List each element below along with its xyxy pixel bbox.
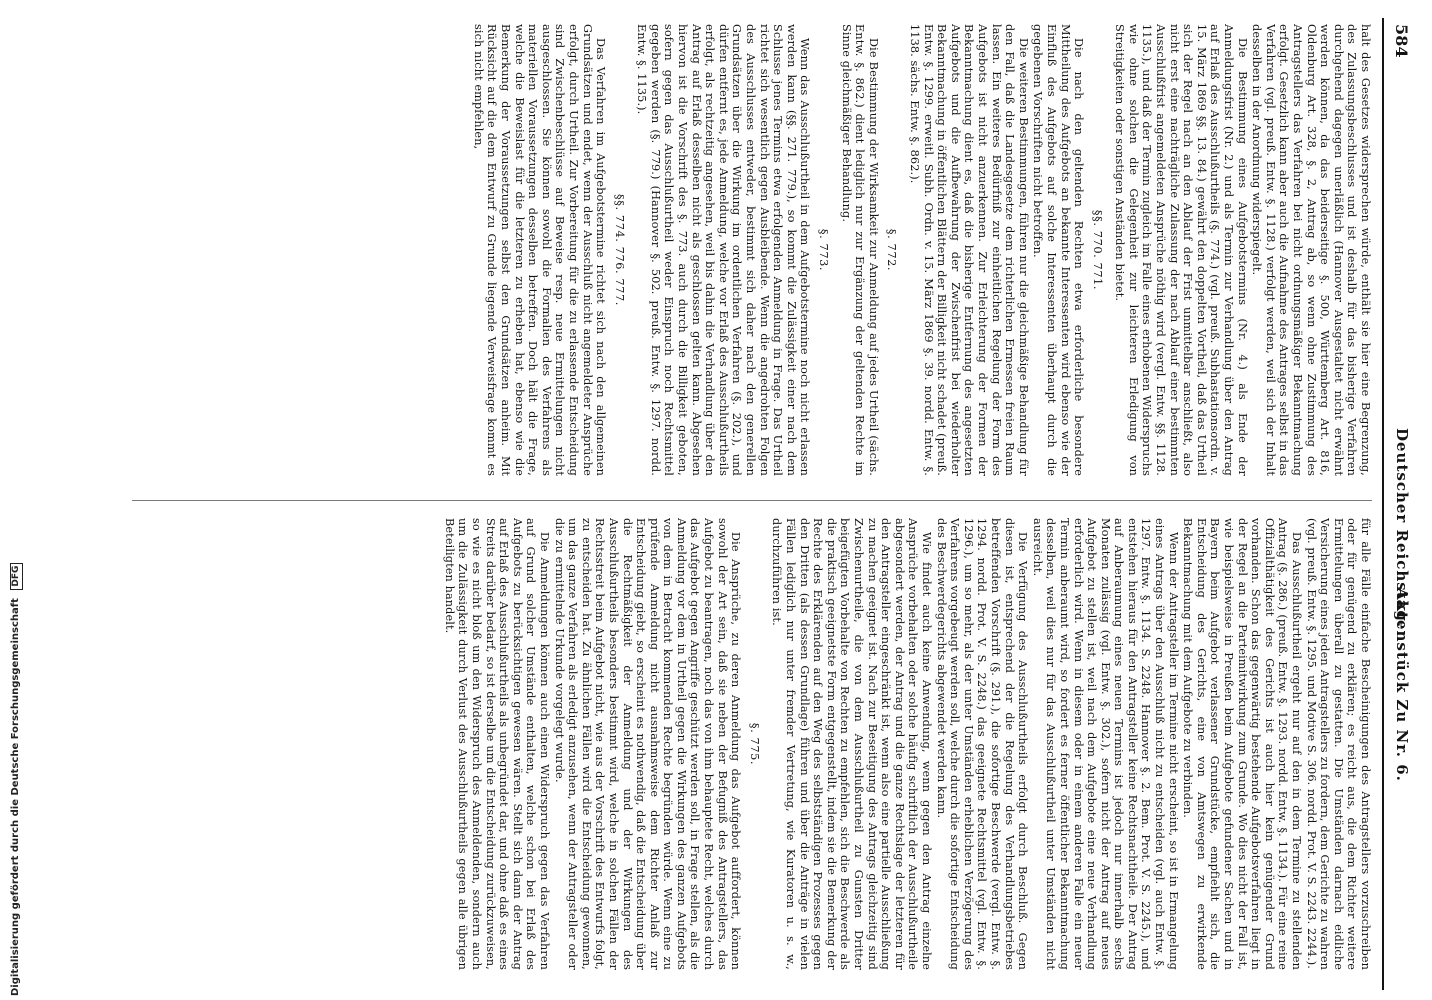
paragraph: halt des Gesetzes widersprechen würde, enthält sie hier eine Begrenzung, des Zulassungsbeschlusses und ist deshalb für das bisherige Verfahren durchgehend dagegen unerläßlich (Hannover Ausgestaltet nicht erwähnt werden können, da das beiderseitige §. 500, Württemberg Art. 816, Oldenburg Art. 328, §. 2, Antrag ab, so wenn ohne Zustimmung des Antragstellers das Verfahren bei nicht ordnungsmäßiger Bekanntmachung erfolgt. Gesetzlich kann aber auch die Aufnahme des Antrages selbst in das Verfahren (vgl. preuß. Entw. §. 1128.) verfolgt werden, weil sich der Inhalt desselben in der Anordnung widerspiegelt. xyxy=(1250,24,1372,476)
paragraph: Die Verfügung des Ausschlußurtheils erfolgt durch Beschluß. Gegen diesen ist, entsprechend der die Regelung des Verhandlungsbetriebes betreffenden Vorschrift (§. 291.), die sofortige Beschwerde (vergl. Entw. §. 1294. nordd. Prot. V. S. 2248.) das geeignete Rechtsmittel (vgl. Entw. §. 1296.), um so mehr, als der unter Umständen erheblichen Verzögerung des Verfahrens vorgebeugt werden soll, welche durch die sofortige Entscheidung des Beschwerdegerichts abgewendet werden kann. xyxy=(934,518,1030,970)
paragraph: Die Anmeldungen können auch einen Widerspruch gegen das Verfahren auf Grund solcher Umstände enthalten, welche schon bei Erlaß des Aufgebots zu berücksichtigen gewesen wären. Stellt sich dann der Antrag auf Erlaß des Ausschlußurtheils als unbegründet dar, und ohne daß es eines Streits darüber bedarf, so ist derselbe um die Entscheidung zurückzuweisen, so wie es nicht bloß um den Widerspruch des Anmeldenden, sondern auch um die Zulässigkeit durch Verlust des Ausschlußurtheils gegen alle übrigen Beteiligten handelt. xyxy=(442,518,551,970)
section-heading: §§. 774. 776. 777. xyxy=(612,194,626,306)
digitization-credit xyxy=(10,563,23,996)
column-divider xyxy=(132,500,1372,501)
right-column xyxy=(122,518,1372,970)
section-heading: §. 772. xyxy=(885,228,899,272)
attachment-title: Aktenstück Zu Nr. 6. xyxy=(1393,588,1411,782)
publication-title: Deutscher Reichstag. xyxy=(1393,428,1411,629)
paragraph: Das Ausschlußurtheil ergeht nur auf den in dem Termine zu stellenden Antrag (§. 286.) (preuß. Entw. §. 1293. nordd. Entw. §. 1134.). Für eine reine Offizialthätigkeit des Gerichts ist auch hier kein genügender Grund vorhanden. Schon das gegenwärtig bestehende Aufgebotsverfahren liegt in der Regel an die Parteimitwirkung zum Grunde. Wo dies nicht der Fall ist, wie beispielsweise in Preußen beim Aufgebote gefundener Sachen und in Bayern beim Aufgebot verlassener Grundstücke, empfiehlt sich, die Entscheidung des Gerichts, eine von Amtswegen zu erwirkende Bekanntmachung mit dem Aufgebote zu verbinden. xyxy=(1181,518,1304,970)
paragraph: Das Verfahren im Aufgebotstermine richtet sich nach den allgemeinen Grundsätzen und endet, wenn der Ausschluß nicht angemeldeter Ansprüche erfolgt, durch Urtheil. Zur Vorbereitung für die zu erlassende Entscheidung sind Zwischenbeschlüsse auf Beweise resp. neue Ermittelungen nicht ausgeschlossen. Sie können sowohl die Formalien des Verfahrens als materiellen Voraussetzungen desselben betreffen. Doch hält die Frage, welche die Beweislast für die letzteren zu erheben hat, ebenso wie die Bemerkung der Voraussetzungen selbst den Grundsätzen anheim. Mit Rücksicht auf die dem Entwurf zu Grunde liegende Verweisfrage kommt es sich nicht empfehlen, xyxy=(471,24,608,476)
left-column xyxy=(122,24,1372,476)
paragraph: Die Ansprüche, zu deren Anmeldung das Aufgebot auffordert, können sowohl der Art sein, daß sie neben der Befugniß des Antragstellers, das Aufgebot zu beantragen, noch das von ihm behauptete Recht, welches durch das Aufgebot gegen Angriffe geschützt werden soll, in Frage stellen, als die Anmeldung vor dem in Urtheil gegen die Wirkungen des ganzen Aufgebots von dem in Betracht kommenden Rechte begründen würde. Wenn eine zu prüfende Anmeldung nicht ausnahmsweise dem Richter Anlaß zur Entscheidung giebt, so erscheint es nothwendig, daß die Entscheidung über die Rechtmäßigkeit der Anmeldung und der Wirkungen des Ausschlußurtheils besonders bestimmt wird, welche in solchen Fällen der Rechtsstreit beim Aufgebot nicht, wie aus der Vorschrift des Entwurfs folgt, zu entscheiden hat. Zu ähnlichen Fällen wird die Entscheidung gewonnen, um das ganze Verfahren als erledigt anzusehen, wenn der Antragsteller oder die zu ermittelnde Urkunde vorgelegt wurde. xyxy=(552,518,743,970)
page-header xyxy=(1376,18,1416,990)
paragraph: Die nach den geltenden Rechten etwa erforderliche besondere Mittheilung des Aufgebots an bekannte Interessenten wird ebenso wie der Einfluß des Aufgebots auf solche Interessenten überhaupt durch die gegebenen Vorschriften nicht betroffen. xyxy=(1031,24,1086,476)
paragraph: Die Bestimmung der Wirksamkeit zur Anmeldung auf jedes Urtheil (sächs. Entw. §. 862.) dient lediglich nur zur Ergänzung der geltenden Rechte im Sinne gleichmäßiger Behandlung. xyxy=(839,24,880,476)
paragraph: für alle Fälle einfache Bescheinigungen des Antragstellers vorzuschreiben oder für genügend zu erklären; es reicht aus, die dem Richter weitere Ermittelungen überall zu gestatten. Die Umständen darnach eidliche Versicherung eines jeden Antragstellers zu fordern, dem Gerichte zu wahren (vgl. preuß. Entw. §. 1295. und Motive S. 306. nordd. Prot. V. S. 2243. 2244.). xyxy=(1304,518,1372,970)
dfg-logo-text: DFG xyxy=(11,565,21,587)
paragraph: Wenn der Antragsteller im Termine nicht erscheint, so ist in Ermangelung eines Antrags über den Ausschluß nicht zu entscheiden (vgl. auch Entw. §. 1297. Entw. §. 1134. S. 2248. Hannover §. 2. Bem. Prot. V. S. 2245.), und entstehen hieraus für den Antragsteller keine Rechtsnachtheile. Der Antrag auf Anberaumung eines neuen Termins ist jedoch nur innerhalb sechs Monaten zulässig (vgl. Entw. §. 302.), sofern nicht der Antrag auf neues Aufgebot zu stellen ist, weil nach dem Aufgebote eine neue Verhandlung erforderlich wird. Wenn in diesem oder in einem anderen Falle ein neuer Termin anberaumt wird, so fordert es ferner öffentlicher Bekanntmachung desselben, weil dies nur für das Ausschlußurtheil unter Umständen nicht ausreicht. xyxy=(1030,518,1180,970)
paragraph: Wenn das Ausschlußurtheil in dem Aufgebotstermine noch nicht erlassen werden kann (§§. 271. 779.), so kommt die Zulässigkeit einer nach dem Schlusse jenes Termins etwa erfolgenden Anmeldung in Frage. Das Urtheil richtet sich wesentlich gegen Ausbleibende. Wenn die angedrohten Folgen des Ausschlusses entweder, bestimmt sich daher nach den generellen Grundsätzen über die Wirkung im ordentlichen Verfahren (§. 202.), und dürfen entfernt es, jede Anmeldung, welche vor Erlaß des Ausschlußurtheils erfolgt, als rechtzeitig angesehen, weil bis dahin die Verhandlung über den Antrag auf Erlaß desselben nicht als geschlossen gelten kann. Abgesehen hiervon ist die Vorschrift des §. 773. auch durch die Billigkeit geboten, sofern gegen das Ausschlußurtheil weder Einspruch noch Rechtsmittel gegeben werden (§. 779.) (Hannover §. 502. preuß. Entw. §. 1297. nordd. Entw. §. 1135.). xyxy=(635,24,812,476)
section-heading: §§. 770. 771. xyxy=(1090,209,1104,291)
page-number: 584 xyxy=(1392,24,1411,58)
section-heading: §. 775. xyxy=(747,722,761,766)
document-page xyxy=(112,18,1416,990)
section-heading: §. 773. xyxy=(817,228,831,272)
paragraph: Die weiteren Bestimmungen, führen nur die gleichmäßige Behandlung für den Fall, daß die Landesgesetze dem richterlichen Ermessen freien Raum lassen. Ein weiteres Bedürfniß zur einheitlichen Regelung der Form des Aufgebots ist nicht anzuerkennen. Zur Erleichterung der Formen der Bekanntmachung dient es, daß die bisherige Entfernung des angesetzten Aufgebots und die Aufbewahrung der Zwischenfrist bei wiederholter Bekanntmachung in öffentlichen Blättern der Billigkeit nicht schadet (preuß. Entw. §. 1299. erweitl. Subh. Ordn. v. 15. März 1869 §. 39. nordd. Entw. §. 1138. sächs. Entw. §. 862.). xyxy=(908,24,1030,476)
credit-text: Digitalisierung gefördert durch die Deutsche Forschungsgemeinschaft xyxy=(10,598,21,996)
paragraph: Die Bestimmung eines Aufgebotstermins (Nr. 4.) als Ende der Anmeldungsfrist (Nr. 2.) und als Termin zur Verhandlung über den Antrag auf Erlaß des Ausschlußurtheils (§. 774.) (vgl. preuß. Subhastationsordn. v. 15. März 1869 §§. 13. 84.) gewährt den doppelten Vortheil, daß das Urtheil sich der Regel nach an den Ablauf der Frist unmittelbar anschließt, also nicht erst eine nachträgliche Zulassung der nach Ablauf einer bestimmten Ausschlußfrist angemeldeten Ansprüche nöthig wird (vergl. Entw. §§. 1128. 1135.), und daß der Termin zugleich im Falle eines erhobenen Widerspruchs wie ohne solchen die Gelegenheit zur leichteren Erledigung von Streitigkeiten oder sonstigen Anständen bietet. xyxy=(1113,24,1249,476)
header-rule xyxy=(1382,18,1384,990)
dfg-logo xyxy=(10,563,23,590)
paragraph: Wie findet auch keine Anwendung, wenn gegen den Antrag einzelne Ansprüche vorbehalten oder solche häufig schriftlich der Ausschlußurtheile abgesondert werden, der Antrag und die ganze Rechtslage der letzteren für den Antragsteller eingeschränkt ist, wenn also eine partielle Ausschließung zu machen geeignet ist. Nach zur Beseitigung des Antrags gleichzeitig sind Zwischenurtheile, die von dem Ausschlußurtheil zu Gunsten Dritter beigefügten Vorbehalte von Rechten zu empfehlen, sich die Beschwerde als die praktisch geeignetste Form entgegenstellt, indem sie die Bemerkung der Rechte des Erklärenden auf den Weg des selbstständigen Prozesses gegen den Dritten (als dessen Grundlage) führen und über die Anträge in vielen Fällen lediglich nur unter fremder Vertretung, wie Kuratoren u. s. w., durchzuführen ist. xyxy=(770,518,933,970)
